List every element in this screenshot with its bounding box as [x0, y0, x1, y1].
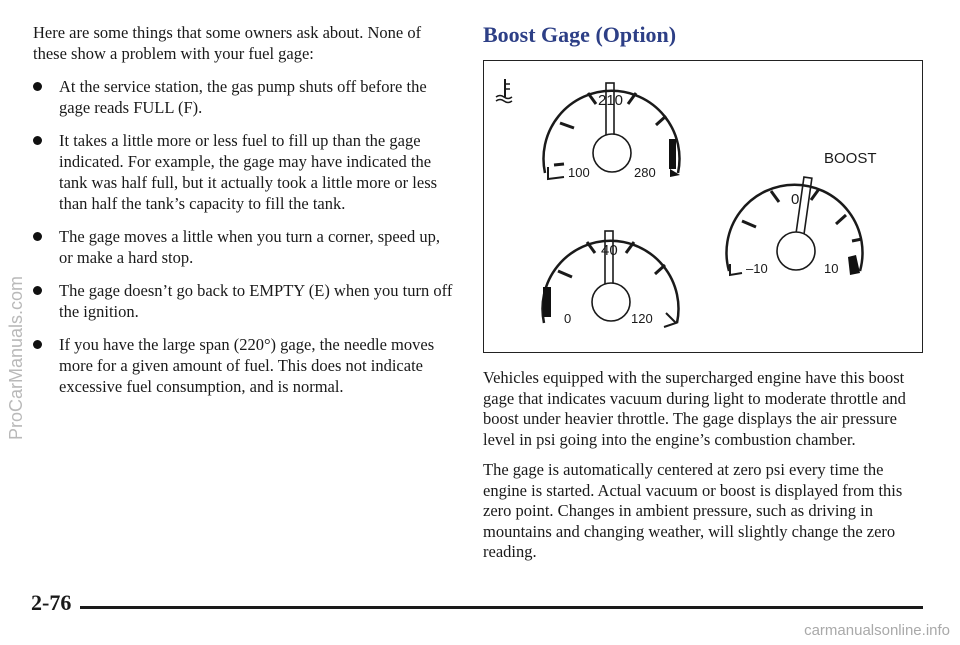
boost-gage-description: [483, 368, 913, 573]
bullet-item: It takes a little more or less fuel to fill up than the gage indicated. For example, the gage may have indicated the tank was half full, but it actually took a little more or less than half the tank’s capacity to fill the tank.: [33, 130, 453, 214]
boost-min-label: –10: [746, 261, 768, 276]
gauge-illustration: [483, 60, 923, 353]
temp-min-label: 100: [568, 165, 590, 180]
boost-paragraph-2: The gage is automatically centered at zero psi every time the engine is started. Actual vacuum or boost is displayed from this zero point. Changes in ambient pressure, such as driving in mountains and changing weather, will slightly change the zero reading.: [483, 460, 903, 561]
bullet-item: At the service station, the gas pump shuts off before the gage reads FULL (F).: [33, 76, 453, 118]
gauge-cluster-drawing: [484, 61, 924, 354]
boost-mid-label: 0: [791, 191, 800, 208]
boost-max-label: 10: [824, 261, 839, 276]
intro-paragraph: Here are some things that some owners ask about. None of these show a problem with your fuel gage:: [33, 23, 422, 63]
oil-pressure-gauge: [543, 231, 679, 327]
bullet-item: The gage moves a little when you turn a corner, speed up, or make a hard stop.: [33, 226, 453, 268]
oil-max-label: 120: [631, 311, 653, 326]
boost-paragraph-1: Vehicles equipped with the supercharged engine have this boost gage that indicates vacuum during light to moderate throttle and boost under heavier throttle. The gage displays the air pressure level in psi going into the engine’s combustion chamber.: [483, 368, 906, 449]
temp-max-label: 280: [634, 165, 656, 180]
watermark-bottom: carmanualsonline.info: [804, 622, 950, 639]
low-pressure-mark: [543, 287, 551, 317]
oil-mid-label: 40: [601, 242, 618, 259]
temp-mid-label: 210: [598, 92, 624, 109]
bullet-dot-icon: [33, 286, 42, 295]
fuel-gage-bullet-list: [33, 76, 453, 397]
boost-label: BOOST: [824, 150, 877, 167]
left-column: [33, 22, 453, 409]
coolant-temp-icon: [496, 79, 512, 103]
watermark-left: ProCarManuals.com: [6, 275, 26, 440]
page-number: 2-76: [31, 590, 72, 615]
footer-rule: [80, 606, 923, 609]
bullet-dot-icon: [33, 340, 42, 349]
hot-zone-mark: [669, 139, 676, 169]
bullet-item: If you have the large span (220°) gage, the needle moves more for a given amount of fuel. This does not indicate excessive fuel consumption, and is normal.: [33, 334, 453, 397]
bullet-item: The gage doesn’t go back to EMPTY (E) when you turn off the ignition.: [33, 280, 453, 322]
coolant-temp-gauge: [496, 79, 680, 180]
section-title: Boost Gage (Option): [483, 22, 677, 47]
right-column: [483, 22, 923, 48]
bullet-dot-icon: [33, 82, 42, 91]
oil-min-label: 0: [564, 311, 572, 326]
bullet-dot-icon: [33, 232, 42, 241]
bullet-dot-icon: [33, 136, 42, 145]
boost-gauge: [727, 150, 877, 276]
